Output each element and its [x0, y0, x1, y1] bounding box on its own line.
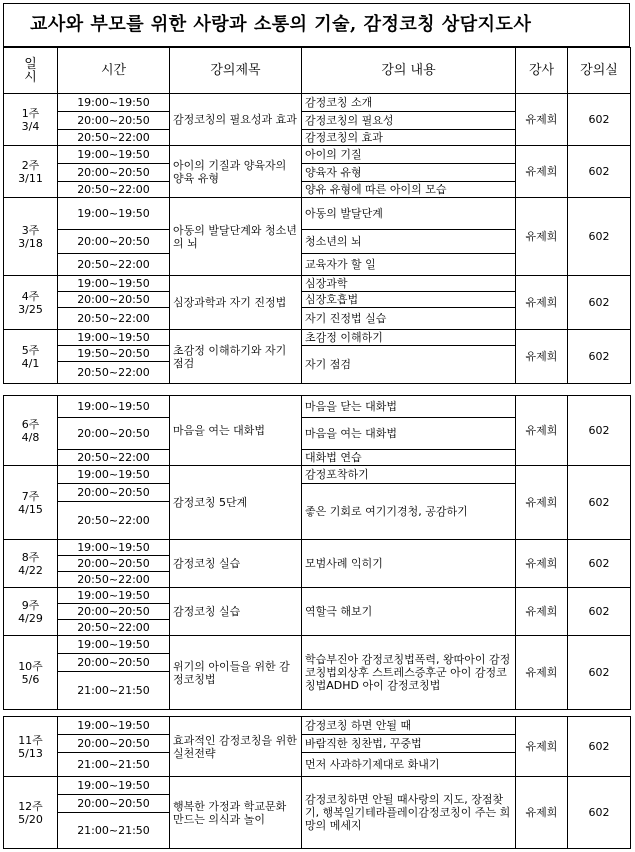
week-label: 5주: [21, 343, 40, 357]
table-row: [4, 588, 631, 604]
subject-cell: 감정코칭 실습: [170, 588, 302, 636]
subject-cell: 초감정 이해하기와 자기 점검: [170, 330, 302, 384]
schedule-table-3: [3, 716, 631, 849]
week-cell: [4, 636, 58, 710]
week-date: 5/13: [18, 746, 43, 760]
week-date: 4/8: [21, 430, 40, 444]
week-cell: [4, 466, 58, 540]
content-cell: 자기 진정법 실습: [302, 308, 516, 330]
table-row: [4, 466, 631, 484]
week-cell: [4, 588, 58, 636]
room-cell: 602: [568, 330, 631, 384]
time-slot: 20:00~20:50: [58, 735, 170, 753]
content-cell: 감정포착하기: [302, 466, 516, 484]
time-slot: 19:00~19:50: [58, 588, 170, 604]
header-time: 시간: [58, 48, 170, 94]
content-cell: 감정코칭의 필요성: [302, 112, 516, 130]
subject-cell: 마음을 여는 대화법: [170, 396, 302, 466]
header-day-line1: 일: [24, 56, 37, 72]
time-slot: 20:50~22:00: [58, 254, 170, 276]
instructor-cell: 유제희: [516, 466, 568, 540]
room-cell: 602: [568, 717, 631, 777]
content-cell: 감정코칭 소개: [302, 94, 516, 112]
table-row: [4, 636, 631, 654]
time-slot: 21:00~21:50: [58, 672, 170, 710]
week-date: 5/6: [21, 672, 40, 686]
time-slot: 20:50~22:00: [58, 502, 170, 540]
time-slot: 20:50~22:00: [58, 362, 170, 384]
content-cell: 감정코칭의 효과: [302, 130, 516, 146]
content-cell: 좋은 기회로 여기기경청, 공감하기: [302, 484, 516, 540]
subject-cell: 심장과학과 자기 진정법: [170, 276, 302, 330]
instructor-cell: 유제희: [516, 94, 568, 146]
subject-cell: 감정코칭 실습: [170, 540, 302, 588]
content-cell: 양육자 유형: [302, 164, 516, 182]
content-cell: 초감정 이해하기: [302, 330, 516, 346]
time-slot: 20:00~20:50: [58, 484, 170, 502]
time-slot: 19:50~20:50: [58, 346, 170, 362]
room-cell: 602: [568, 777, 631, 849]
content-cell: 마음을 여는 대화법: [302, 418, 516, 450]
time-slot: 19:00~19:50: [58, 396, 170, 418]
content-cell: 양유 유형에 따른 아이의 모습: [302, 182, 516, 198]
week-label: 12주: [18, 799, 43, 813]
week-cell: [4, 94, 58, 146]
week-label: 9주: [21, 598, 40, 612]
week-cell: [4, 146, 58, 198]
instructor-cell: 유제희: [516, 540, 568, 588]
week-cell: [4, 330, 58, 384]
content-cell: 마음을 닫는 대화법: [302, 396, 516, 418]
content-cell: 청소년의 뇌: [302, 230, 516, 254]
header-room: 강의실: [568, 48, 631, 94]
time-slot: 20:00~20:50: [58, 112, 170, 130]
time-slot: 20:00~20:50: [58, 292, 170, 308]
week-date: 5/20: [18, 812, 43, 826]
content-cell: 아이의 기질: [302, 146, 516, 164]
room-cell: 602: [568, 198, 631, 276]
week-cell: [4, 276, 58, 330]
header-day: [4, 48, 58, 94]
room-cell: 602: [568, 588, 631, 636]
time-slot: 20:50~22:00: [58, 182, 170, 198]
table-row: [4, 396, 631, 418]
room-cell: 602: [568, 636, 631, 710]
time-slot: 20:00~20:50: [58, 604, 170, 620]
instructor-cell: 유제희: [516, 717, 568, 777]
week-cell: [4, 540, 58, 588]
header-content: 강의 내용: [302, 48, 516, 94]
week-date: 3/18: [18, 236, 43, 250]
header-day-line2: 시: [24, 69, 37, 85]
content-cell: 학습부진아 감정코칭법폭력, 왕따아이 감정코칭법외상후 스트레스증후군 아이 감정코칭법ADHD 아이 감정코칭법: [302, 636, 516, 710]
table-row: [4, 777, 631, 795]
week-date: 4/1: [21, 356, 40, 370]
time-slot: 19:00~19:50: [58, 540, 170, 556]
week-date: 4/22: [18, 563, 43, 577]
instructor-cell: 유제희: [516, 777, 568, 849]
content-cell: 아동의 발달단계: [302, 198, 516, 230]
table-row: [4, 146, 631, 164]
header-instructor: 강사: [516, 48, 568, 94]
title-box: [3, 3, 630, 47]
table-row: [4, 330, 631, 346]
time-slot: 19:00~19:50: [58, 636, 170, 654]
subject-cell: 감정코칭 5단계: [170, 466, 302, 540]
schedule-table-2: [3, 395, 631, 710]
week-date: 3/25: [18, 302, 43, 316]
table-row: [4, 540, 631, 556]
time-slot: 19:00~19:50: [58, 466, 170, 484]
schedule-table-1: [3, 47, 631, 384]
subject-cell: 아동의 발달단계와 청소년의 뇌: [170, 198, 302, 276]
week-date: 4/15: [18, 502, 43, 516]
content-cell: 심장과학: [302, 276, 516, 292]
time-slot: 19:00~19:50: [58, 330, 170, 346]
room-cell: 602: [568, 540, 631, 588]
subject-cell: 효과적인 감정코칭을 위한 실천전략: [170, 717, 302, 777]
week-cell: [4, 717, 58, 777]
subject-cell: 아이의 기질과 양육자의 양육 유형: [170, 146, 302, 198]
time-slot: 19:00~19:50: [58, 198, 170, 230]
instructor-cell: 유제희: [516, 396, 568, 466]
instructor-cell: 유제희: [516, 198, 568, 276]
content-cell: 바람직한 칭찬법, 꾸중법: [302, 735, 516, 753]
instructor-cell: 유제희: [516, 588, 568, 636]
week-label: 11주: [18, 733, 43, 747]
subject-cell: 행복한 가정과 학교문화 만드는 의식과 놀이: [170, 777, 302, 849]
time-slot: 20:00~20:50: [58, 164, 170, 182]
content-cell: 교육자가 할 일: [302, 254, 516, 276]
content-cell: 자기 점검: [302, 346, 516, 384]
time-slot: 20:00~20:50: [58, 795, 170, 813]
week-label: 10주: [18, 659, 43, 673]
content-cell: 모범사례 익히기: [302, 540, 516, 588]
time-slot: 21:00~21:50: [58, 753, 170, 777]
subject-cell: 감정코칭의 필요성과 효과: [170, 94, 302, 146]
time-slot: 20:50~22:00: [58, 308, 170, 330]
room-cell: 602: [568, 94, 631, 146]
week-cell: [4, 777, 58, 849]
week-cell: [4, 396, 58, 466]
table-row: [4, 94, 631, 112]
time-slot: 19:00~19:50: [58, 94, 170, 112]
table-row: [4, 198, 631, 230]
time-slot: 20:00~20:50: [58, 418, 170, 450]
week-date: 4/29: [18, 611, 43, 625]
week-cell: [4, 198, 58, 276]
content-cell: 먼저 사과하기제대로 화내기: [302, 753, 516, 777]
instructor-cell: 유제희: [516, 146, 568, 198]
week-label: 1주: [21, 106, 40, 120]
page-title: 교사와 부모를 위한 사랑과 소통의 기술, 감정코칭 상담지도사: [30, 14, 532, 35]
instructor-cell: 유제희: [516, 276, 568, 330]
content-cell: 감정코칭 하면 안될 때: [302, 717, 516, 735]
room-cell: 602: [568, 146, 631, 198]
time-slot: 20:50~22:00: [58, 130, 170, 146]
time-slot: 20:00~20:50: [58, 556, 170, 572]
table-row: [4, 717, 631, 735]
time-slot: 19:00~19:50: [58, 146, 170, 164]
header-subject: 강의제목: [170, 48, 302, 94]
time-slot: 20:50~22:00: [58, 450, 170, 466]
time-slot: 20:50~22:00: [58, 620, 170, 636]
week-label: 4주: [21, 289, 40, 303]
week-label: 3주: [21, 223, 40, 237]
week-date: 3/11: [18, 171, 43, 185]
time-slot: 21:00~21:50: [58, 813, 170, 849]
week-label: 6주: [21, 417, 40, 431]
week-date: 3/4: [21, 119, 40, 133]
content-cell: 심장호흡법: [302, 292, 516, 308]
instructor-cell: 유제희: [516, 330, 568, 384]
content-cell: 대화법 연습: [302, 450, 516, 466]
week-label: 2주: [21, 158, 40, 172]
time-slot: 20:00~20:50: [58, 654, 170, 672]
content-cell: 역할극 해보기: [302, 588, 516, 636]
time-slot: 19:00~19:50: [58, 717, 170, 735]
time-slot: 19:00~19:50: [58, 276, 170, 292]
time-slot: 20:00~20:50: [58, 230, 170, 254]
room-cell: 602: [568, 276, 631, 330]
room-cell: 602: [568, 396, 631, 466]
week-label: 7주: [21, 489, 40, 503]
time-slot: 19:00~19:50: [58, 777, 170, 795]
content-cell: 감정코칭하면 안될 때사랑의 지도, 장점찾기, 행복일기테라플레이감정코칭이 주는 희망의 메세지: [302, 777, 516, 849]
instructor-cell: 유제희: [516, 636, 568, 710]
week-label: 8주: [21, 550, 40, 564]
time-slot: 20:50~22:00: [58, 572, 170, 588]
table-row: [4, 276, 631, 292]
room-cell: 602: [568, 466, 631, 540]
subject-cell: 위기의 아이들을 위한 감정코칭법: [170, 636, 302, 710]
